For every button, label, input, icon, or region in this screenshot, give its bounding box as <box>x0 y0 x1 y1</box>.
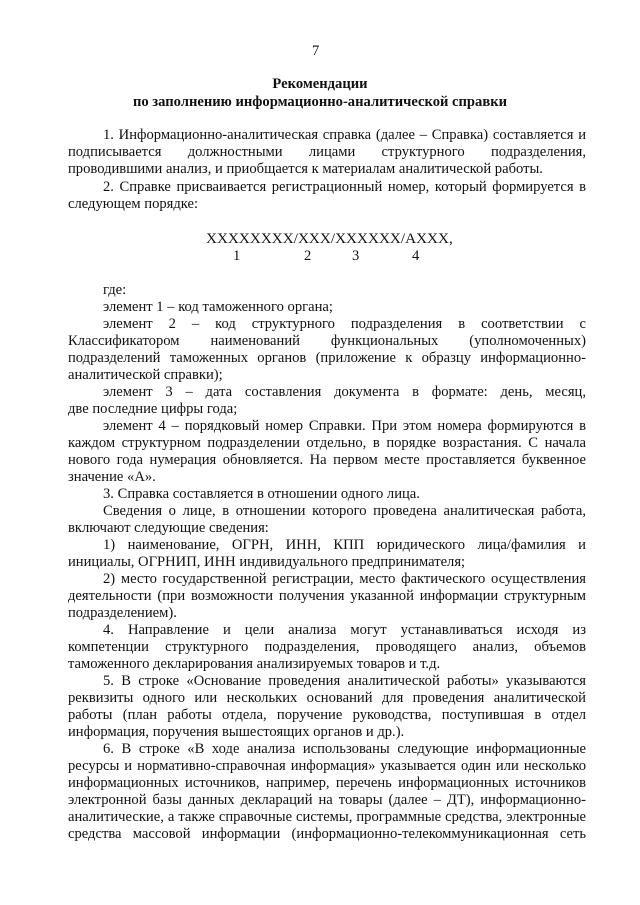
text-line: 2) место государственной регистрации, место фактического осуществления <box>103 571 586 587</box>
text-line: средства массовой информации (информационно-телекоммуникационная сеть <box>68 826 586 842</box>
text-line: аналитические, а также справочные системы, программные средства, электронные <box>68 809 586 825</box>
text-line: 5. В строке «Основание проведения аналитической работы» указываются <box>103 673 586 689</box>
format-element-number: 4 <box>412 248 420 264</box>
text-line: Сведения о лице, в отношении которого проведена аналитическая работа, <box>103 503 586 519</box>
text-line: работы (план работы отдела, поручение руководства, поступившая в отдел <box>68 707 586 723</box>
text-line: подразделений таможенных органов (приложение к образцу информационно- <box>68 350 586 366</box>
text-line: 4. Направление и цели анализа могут устанавливаться исходя из <box>103 622 586 638</box>
text-line: элемент 4 – порядковый номер Справки. При этом номера формируются в <box>103 418 586 434</box>
text-line: подписывается должностными лицами структурного подразделения, <box>68 144 586 160</box>
text-line: 6. В строке «В ходе анализа использованы следующие информационные <box>103 741 586 757</box>
text-line: где: <box>103 282 127 298</box>
text-line: элемент 2 – код структурного подразделения в соответствии с <box>103 316 586 332</box>
text-line: каждом структурном подразделении отдельно, в порядке возрастания. С начала <box>68 435 586 451</box>
text-line: элемент 3 – дата составления документа в формате: день, месяц, <box>103 384 586 400</box>
title-line-1: Рекомендации <box>272 76 368 92</box>
title-line-2: по заполнению информационно-аналитической справки <box>132 94 508 110</box>
text-line: 3. Справка составляется в отношении одного лица. <box>103 486 420 502</box>
text-line: информационных источников, например, перечень информационных источников <box>68 775 586 791</box>
number-format-pattern: XXXXXXXX/XXX/XXXXXX/AXXX, <box>206 230 453 247</box>
text-line: следующем порядке: <box>68 196 199 212</box>
text-line: включают следующие сведения: <box>68 520 269 536</box>
text-line: реквизиты одного или нескольких оснований для проведения аналитической <box>68 690 586 706</box>
text-line: информация, поручения вышестоящих органов и др.). <box>68 724 405 740</box>
text-line: проводившими анализ, и приобщается к материалам аналитической работы. <box>68 161 543 177</box>
text-line: электронной базы данных деклараций на товары (далее – ДТ), информационно- <box>68 792 586 808</box>
text-line: ресурсы и нормативно-справочная информация» указывается один или несколько <box>68 758 586 774</box>
text-line: Классификатором наименований функциональных (уполномоченных) <box>68 333 586 349</box>
text-line: инициалы, ОГРНИП, ИНН индивидуального предпринимателя; <box>68 554 466 570</box>
text-line: две последние цифры года; <box>68 401 238 417</box>
format-element-number: 2 <box>304 248 312 264</box>
text-line: значение «А». <box>68 469 156 485</box>
text-line: компетенции структурного подразделения, проводящего анализ, объемов <box>68 639 586 655</box>
format-element-number: 1 <box>233 248 241 264</box>
text-line: 2. Справке присваивается регистрационный номер, который формируется в <box>103 179 586 195</box>
text-line: деятельности (при возможности получения указанной информации структурным <box>68 588 586 604</box>
page-number: 7 <box>312 43 320 59</box>
text-line: таможенного декларирования анализируемых товаров и т.д. <box>68 656 441 672</box>
text-line: 1. Информационно-аналитическая справка (далее – Справка) составляется и <box>103 127 586 143</box>
format-element-number: 3 <box>352 248 360 264</box>
text-line: элемент 1 – код таможенного органа; <box>103 299 333 315</box>
text-line: 1) наименование, ОГРН, ИНН, КПП юридического лица/фамилия и <box>103 537 586 553</box>
text-line: аналитической справки); <box>68 367 223 383</box>
text-line: нового года нумерация обновляется. На первом месте проставляется буквенное <box>68 452 586 468</box>
text-line: подразделением). <box>68 605 177 621</box>
